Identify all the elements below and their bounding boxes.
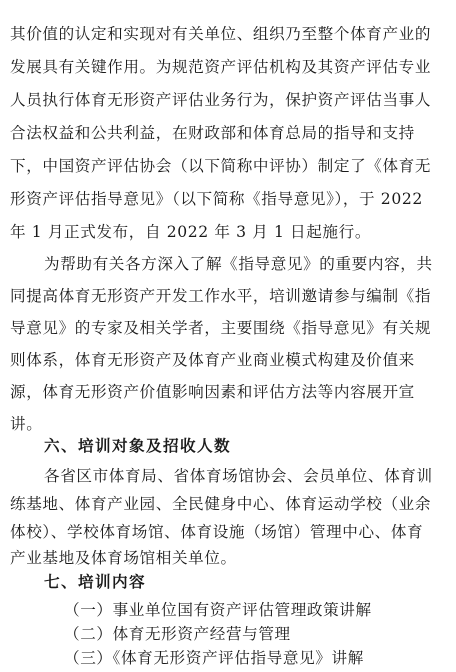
section-6-line: 产业基地及体育场馆相关单位。 bbox=[10, 549, 237, 567]
paragraph-1-line: 其价值的认定和实现对有关单位、组织乃至整个体育产业的 bbox=[10, 25, 432, 43]
paragraph-2-line: 源，体育无形资产价值影响因素和评估方法等内容展开宣 bbox=[10, 383, 415, 401]
section-6-line: 体校）、学校体育场馆、体育设施（场馆）管理中心、体育 bbox=[10, 523, 424, 541]
section-7-heading: 七、培训内容 bbox=[44, 572, 146, 591]
paragraph-1-line: 合法权益和公共利益，在财政部和体育总局的指导和支持 bbox=[10, 124, 415, 142]
section-6-line: 各省区市体育局、省体育场馆协会、会员单位、体育训 bbox=[44, 467, 433, 485]
paragraph-1-line: 发展具有关键作用。为规范资产评估机构及其资产评估专业 bbox=[10, 58, 432, 76]
paragraph-2-line: 为帮助有关各方深入了解《指导意见》的重要内容，共 bbox=[44, 255, 433, 273]
paragraph-2-line: 同提高体育无形资产开发工作水平，培训邀请参与编制《指 bbox=[10, 287, 432, 305]
paragraph-1-line: 人员执行体育无形资产评估业务行为，保护资产评估当事人 bbox=[10, 91, 432, 109]
section-7-item: （三）《体育无形资产评估指导意见》讲解 bbox=[64, 649, 364, 667]
paragraph-2-line: 讲。 bbox=[10, 415, 43, 433]
paragraph-1-line: 下，中国资产评估协会（以下简称中评协）制定了《体育无 bbox=[10, 157, 432, 175]
paragraph-2-line: 导意见》的专家及相关学者，主要围绕《指导意见》有关规 bbox=[10, 319, 432, 337]
paragraph-1-line: 形资产评估指导意见》（以下简称《指导意见》），于 2022 bbox=[10, 190, 423, 208]
section-6-heading: 六、培训对象及招收人数 bbox=[44, 436, 231, 455]
section-7-item: （一）事业单位国有资产评估管理政策讲解 bbox=[64, 601, 372, 619]
section-7-item: （二）体育无形资产经营与管理 bbox=[64, 625, 291, 643]
section-6-line: 练基地、体育产业园、全民健身中心、体育运动学校（业余 bbox=[10, 495, 432, 513]
paragraph-2-line: 则体系，体育无形资产及体育产业商业模式构建及价值来 bbox=[10, 351, 415, 369]
paragraph-1-line: 年 1 月正式发布，自 2022 年 3 月 1 日起施行。 bbox=[10, 223, 372, 241]
